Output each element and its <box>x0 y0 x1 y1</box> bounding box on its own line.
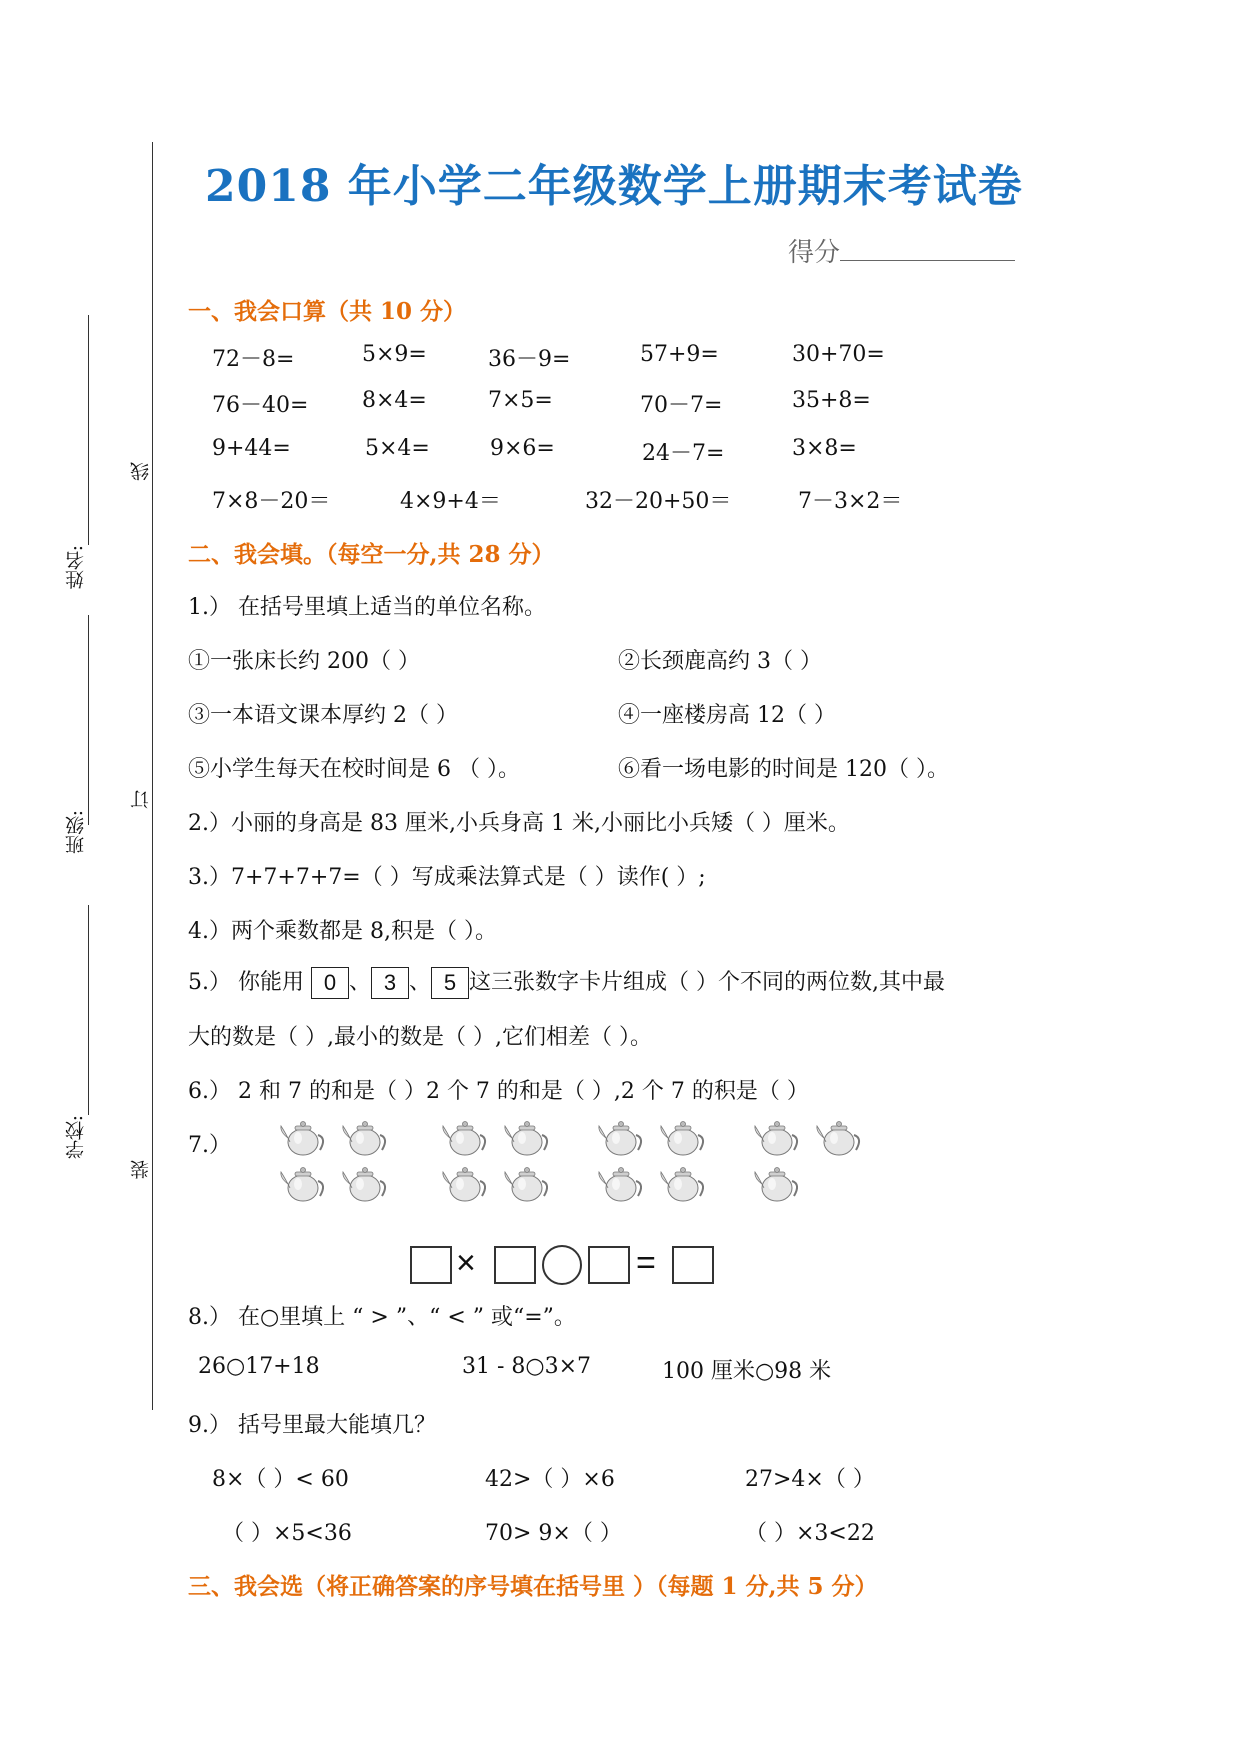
q5-suffix: 这三张数字卡片组成（ ）个不同的两位数,其中最 <box>469 970 946 995</box>
card-separator: 、 <box>348 970 371 995</box>
q5-line1 <box>188 965 945 999</box>
q5-line2: 大的数是（ ）,最小的数是（ ）,它们相差（ ）。 <box>188 1025 652 1050</box>
card-separator: 、 <box>409 970 432 995</box>
binding-line <box>152 142 153 1410</box>
calc-item: 7－3×2＝ <box>798 489 903 514</box>
q2-text: 2.）小丽的身高是 83 厘米,小兵身高 1 米,小丽比小兵矮（ ）厘米。 <box>188 811 850 836</box>
class-label: 班级: <box>65 810 87 855</box>
section2-heading: 二、我会填。（每空一分,共 28 分） <box>188 541 555 568</box>
binding-ding: 订 <box>130 790 152 809</box>
q9-item: 70> 9×（ ） <box>485 1521 622 1546</box>
calc-item: 24－7= <box>642 441 725 466</box>
number-card-0: 0 <box>311 967 349 999</box>
q9-item: 42>（ ）×6 <box>485 1467 615 1492</box>
answer-box[interactable] <box>588 1246 630 1284</box>
q1-item: ③一本语文课本厚约 2（ ） <box>188 703 458 728</box>
teapot-icon <box>278 1164 328 1204</box>
q8-item: 31 - 8○3×7 <box>462 1354 592 1379</box>
calc-item: 5×4= <box>365 436 430 461</box>
calc-item: 9+44= <box>212 436 291 461</box>
q7-label: 7.） <box>188 1133 231 1158</box>
name-underline[interactable] <box>88 315 89 545</box>
teapot-icon <box>278 1118 328 1158</box>
section3-heading: 三、我会选（将正确答案的序号填在括号里 ）（每题 1 分,共 5 分） <box>188 1573 878 1600</box>
teapot-icon <box>440 1118 490 1158</box>
calc-item: 30+70= <box>792 342 885 367</box>
name-label: 姓名: <box>65 545 87 590</box>
q1-item: ④一座楼房高 12（ ） <box>618 703 836 728</box>
calc-item: 7×5= <box>488 388 553 413</box>
q1-item: ②长颈鹿高约 3（ ） <box>618 649 822 674</box>
calc-item: 8×4= <box>362 388 427 413</box>
teapot-icon <box>340 1164 390 1204</box>
calc-item: 76－40= <box>212 393 309 418</box>
score-label: 得分 <box>788 238 841 268</box>
school-label: 学校: <box>65 1115 87 1160</box>
teapot-icon <box>596 1118 646 1158</box>
teapot-icon <box>440 1164 490 1204</box>
score-blank[interactable] <box>840 240 1015 261</box>
teapot-icon <box>340 1118 390 1158</box>
q8-item: 26○17+18 <box>198 1354 320 1379</box>
school-underline[interactable] <box>88 905 89 1115</box>
equals-sign: = <box>636 1244 656 1282</box>
calc-item: 32－20+50＝ <box>585 489 732 514</box>
calc-item: 5×9= <box>362 342 427 367</box>
teapot-icon <box>502 1164 552 1204</box>
q8-text: 8.） 在○里填上 “ > ”、“ < ” 或“=”。 <box>188 1305 576 1330</box>
teapot-icon <box>752 1164 802 1204</box>
teapot-icon <box>502 1118 552 1158</box>
binding-zhuang: 装 <box>130 1160 152 1179</box>
q1-item: ①一张床长约 200（ ） <box>188 649 420 674</box>
q3-text: 3.）7+7+7+7=（ ）写成乘法算式是（ ）读作( ）; <box>188 865 706 890</box>
multiply-sign: × <box>456 1244 476 1282</box>
calc-item: 70－7= <box>640 393 723 418</box>
teapot-icon <box>658 1118 708 1158</box>
teapot-icon <box>752 1118 802 1158</box>
q9-item: （ ）×3<22 <box>745 1521 875 1546</box>
calc-item: 72－8= <box>212 347 295 372</box>
q1-text: 1.） 在括号里填上适当的单位名称。 <box>188 595 546 620</box>
calc-item: 57+9= <box>640 342 719 367</box>
number-card-3: 3 <box>371 967 409 999</box>
calc-item: 4×9+4＝ <box>400 489 501 514</box>
teapot-icon <box>814 1118 864 1158</box>
class-underline[interactable] <box>88 615 89 825</box>
q6-text: 6.） 2 和 7 的和是（ ）2 个 7 的和是（ ）,2 个 7 的积是（ ） <box>188 1079 809 1104</box>
answer-box[interactable] <box>494 1246 536 1284</box>
answer-box[interactable] <box>410 1246 452 1284</box>
q9-item: 27>4×（ ） <box>745 1467 875 1492</box>
calc-item: 9×6= <box>490 436 555 461</box>
score-field[interactable] <box>788 232 1015 269</box>
q9-text: 9.） 括号里最大能填几？ <box>188 1413 436 1438</box>
calc-item: 35+8= <box>792 388 871 413</box>
number-card-5: 5 <box>431 967 469 999</box>
q8-item: 100 厘米○98 米 <box>662 1359 832 1384</box>
answer-circle[interactable] <box>542 1245 582 1285</box>
teapot-icon <box>658 1164 708 1204</box>
section1-heading: 一、我会口算（共 10 分） <box>188 298 467 325</box>
q9-item: （ ）×5<36 <box>222 1521 352 1546</box>
teapot-icon <box>596 1164 646 1204</box>
q1-item: ⑤小学生每天在校时间是 6 （ ）。 <box>188 757 520 782</box>
page-title: 2018 年小学二年级数学上册期末考试卷 <box>205 161 1023 212</box>
q4-text: 4.）两个乘数都是 8,积是（ ）。 <box>188 919 497 944</box>
q9-item: 8×（ ）< 60 <box>212 1467 349 1492</box>
answer-box[interactable] <box>672 1246 714 1284</box>
calc-item: 36－9= <box>488 347 571 372</box>
q1-item: ⑥看一场电影的时间是 120（ ）。 <box>618 757 949 782</box>
q5-prefix: 5.） 你能用 <box>188 970 311 995</box>
calc-item: 7×8－20＝ <box>212 489 331 514</box>
calc-item: 3×8= <box>792 436 857 461</box>
binding-xian: 线 <box>130 462 152 481</box>
